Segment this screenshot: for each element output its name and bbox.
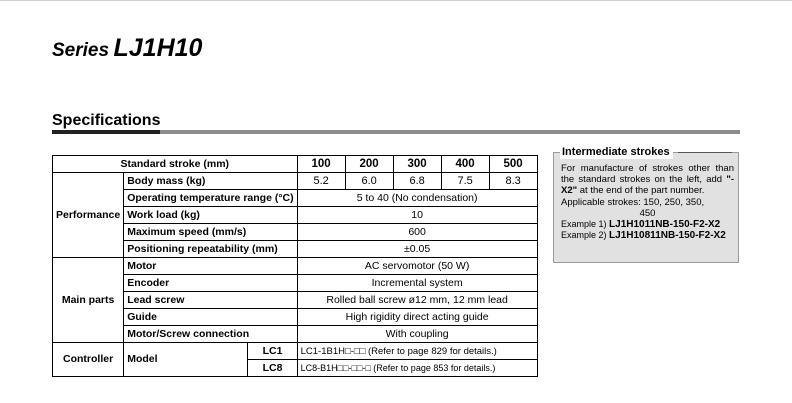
note-applicable-b: 450 [639, 208, 656, 219]
max-speed-value: 600 [297, 224, 537, 241]
main-parts-group-label: Main parts [53, 258, 124, 343]
model-label: Model [124, 343, 248, 377]
body-mass-value: 6.8 [393, 173, 441, 190]
note-title: Intermediate strokes [560, 145, 673, 159]
lc1-value: LC1-1B1H□-□□ (Refer to page 829 for details.) [297, 343, 537, 360]
table-row [53, 326, 538, 343]
motor-value: AC servomotor (50 W) [297, 258, 537, 275]
series-model: LJ1H10 [113, 34, 203, 62]
example-1-label: Example 1) [561, 219, 607, 229]
positioning-value: ±0.05 [297, 241, 537, 258]
performance-group-label: Performance [53, 173, 124, 258]
top-divider [0, 0, 792, 1]
table-row [53, 156, 538, 173]
note-example-1 [561, 219, 734, 230]
table-row [53, 258, 538, 275]
note-applicable-a: Applicable strokes: 150, 250, 350, [561, 197, 705, 208]
note-suffix: "-X2" [561, 174, 734, 196]
body-mass-value: 8.3 [489, 173, 537, 190]
guide-label: Guide [124, 309, 297, 326]
encoder-value: Incremental system [297, 275, 537, 292]
stroke-header: 200 [345, 156, 393, 173]
operating-temp-value: 5 to 40 (No condensation) [297, 190, 537, 207]
note-text-a: For manufacture of strokes other than the standard strokes on the left, add [561, 163, 734, 185]
note-title-rule [678, 152, 732, 153]
body-mass-value: 5.2 [297, 173, 345, 190]
stroke-header: 400 [441, 156, 489, 173]
stroke-header: 300 [393, 156, 441, 173]
max-speed-label: Maximum speed (mm/s) [124, 224, 297, 241]
table-row [53, 173, 538, 190]
lead-screw-value: Rolled ball screw ø12 mm, 12 mm lead [297, 292, 537, 309]
body-mass-label: Body mass (kg) [124, 173, 297, 190]
section-title: Specifications [52, 112, 161, 129]
body-mass-value: 6.0 [345, 173, 393, 190]
series-title [52, 34, 202, 63]
lc8-label: LC8 [248, 360, 297, 377]
body-mass-value: 7.5 [441, 173, 489, 190]
example-1-code: LJ1H1011NB-150-F2-X2 [609, 219, 721, 230]
table-row [53, 309, 538, 326]
table-row [53, 190, 538, 207]
note-example-2 [561, 230, 734, 241]
operating-temp-label: Operating temperature range (°C) [124, 190, 297, 207]
controller-group-label: Controller [53, 343, 124, 377]
table-row [53, 343, 538, 360]
intermediate-strokes-note [553, 146, 739, 263]
table-row [53, 207, 538, 224]
section-rule-gray [160, 130, 740, 134]
guide-value: High rigidity direct acting guide [297, 309, 537, 326]
table-row [53, 292, 538, 309]
connection-label: Motor/Screw connection [124, 326, 297, 343]
series-prefix: Series [52, 40, 110, 61]
encoder-label: Encoder [124, 275, 297, 292]
stroke-header: 100 [297, 156, 345, 173]
stroke-header: 500 [489, 156, 537, 173]
lc8-value: LC8-B1H□□-□□-□ (Refer to page 853 for details.) [297, 360, 537, 377]
motor-label: Motor [124, 258, 297, 275]
table-row [53, 224, 538, 241]
work-load-value: 10 [297, 207, 537, 224]
specifications-table [52, 155, 538, 377]
connection-value: With coupling [297, 326, 537, 343]
example-2-code: LJ1H10811NB-150-F2-X2 [609, 230, 726, 241]
table-row [53, 275, 538, 292]
positioning-label: Positioning repeatability (mm) [124, 241, 297, 258]
section-rule-dark [52, 130, 160, 134]
example-2-label: Example 2) [561, 230, 607, 240]
note-text-b: at the end of the part number. [577, 185, 705, 196]
lc1-label: LC1 [248, 343, 297, 360]
lead-screw-label: Lead screw [124, 292, 297, 309]
table-row [53, 241, 538, 258]
work-load-label: Work load (kg) [124, 207, 297, 224]
standard-stroke-label: Standard stroke (mm) [53, 156, 298, 173]
note-description [561, 163, 734, 196]
